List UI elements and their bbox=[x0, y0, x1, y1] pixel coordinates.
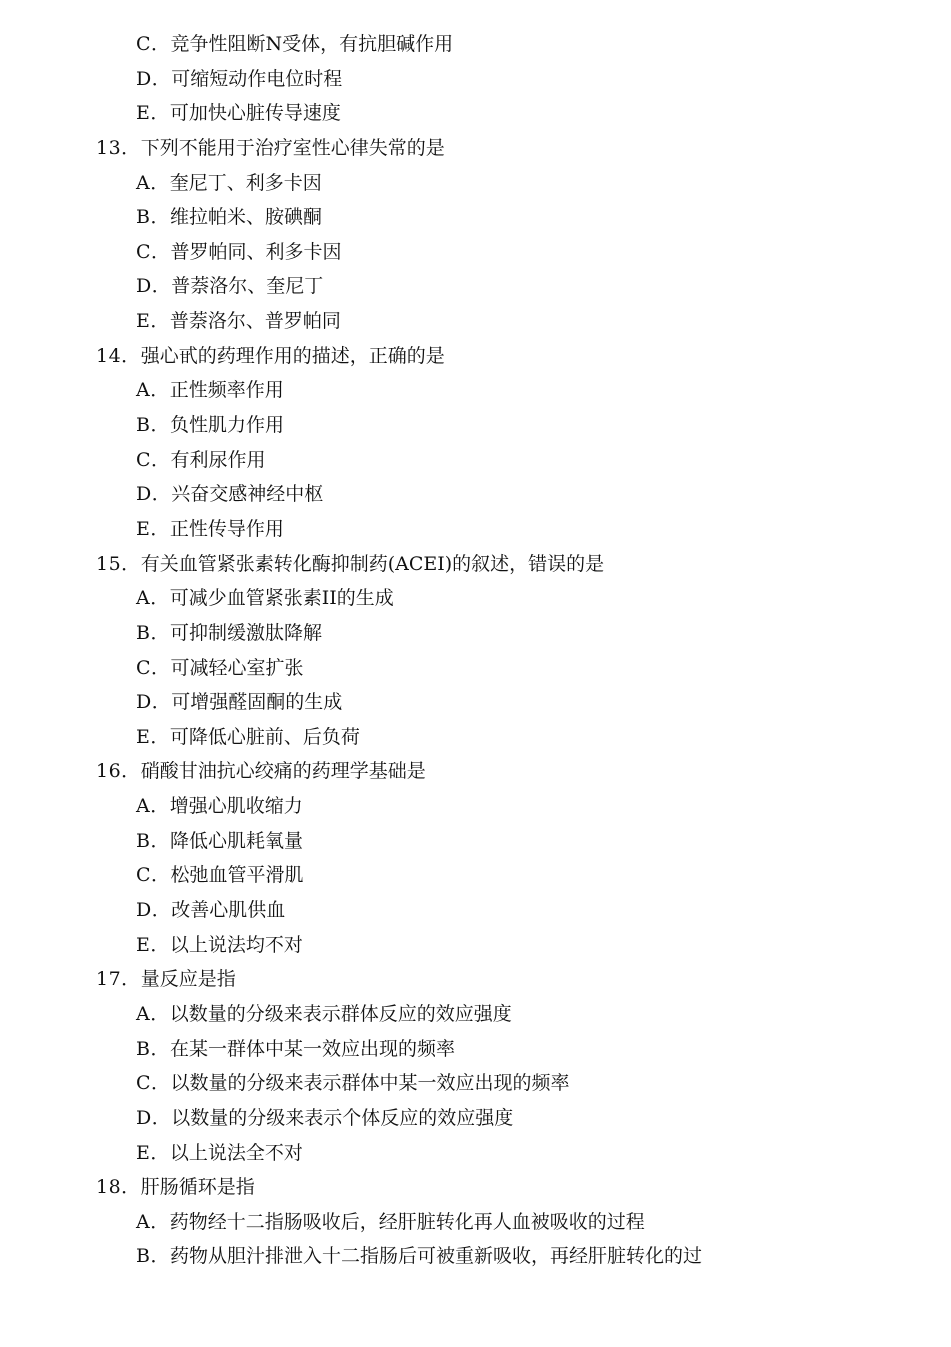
answer-option bbox=[0, 997, 951, 1032]
question-number: 16． bbox=[96, 760, 141, 783]
option-text: 在某一群体中某一效应出现的频率 bbox=[169, 1037, 455, 1060]
answer-option bbox=[0, 1239, 951, 1274]
option-letter: E． bbox=[136, 517, 170, 540]
option-letter: B． bbox=[136, 1245, 170, 1268]
option-text: 负性肌力作用 bbox=[169, 414, 284, 437]
option-letter: B． bbox=[136, 621, 170, 644]
option-letter: B． bbox=[136, 1037, 170, 1060]
question-text: 强心甙的药理作用的描述，正确的是 bbox=[140, 344, 445, 367]
option-text: 可增强醛固酮的生成 bbox=[171, 691, 343, 714]
answer-option bbox=[0, 200, 951, 235]
question-text: 量反应是指 bbox=[140, 968, 236, 991]
answer-option bbox=[0, 858, 951, 893]
answer-option bbox=[0, 166, 951, 201]
question-stem bbox=[0, 339, 951, 374]
option-letter: A． bbox=[136, 171, 170, 194]
option-letter: D． bbox=[136, 1106, 172, 1129]
question-number: 18． bbox=[96, 1176, 141, 1199]
option-letter: B． bbox=[136, 829, 170, 852]
option-letter: C． bbox=[136, 33, 171, 55]
question-text: 肝肠循环是指 bbox=[140, 1176, 255, 1199]
answer-option bbox=[0, 27, 951, 62]
question-stem bbox=[0, 547, 951, 582]
answer-option bbox=[0, 96, 951, 131]
answer-option bbox=[0, 720, 951, 755]
answer-option bbox=[0, 304, 951, 339]
option-letter: B． bbox=[136, 414, 170, 437]
option-text: 维拉帕米、胺碘酮 bbox=[169, 206, 322, 229]
option-text: 可减少血管紧张素II的生成 bbox=[169, 587, 394, 610]
question-text: 下列不能用于治疗室性心律失常的是 bbox=[140, 136, 445, 159]
option-letter: E． bbox=[136, 1141, 170, 1164]
option-text: 可抑制缓激肽降解 bbox=[169, 621, 322, 644]
option-letter: D． bbox=[136, 691, 172, 714]
answer-option bbox=[0, 789, 951, 824]
option-text: 兴奋交感神经中枢 bbox=[171, 483, 324, 506]
answer-option bbox=[0, 62, 951, 97]
question-stem bbox=[0, 754, 951, 789]
option-text: 以数量的分级来表示群体中某一效应出现的频率 bbox=[170, 1072, 570, 1095]
question-text: 有关血管紧张素转化酶抑制药(ACEI)的叙述，错误的是 bbox=[140, 552, 605, 575]
question-stem bbox=[0, 131, 951, 166]
option-text: 可缩短动作电位时程 bbox=[171, 67, 343, 90]
option-letter: D． bbox=[136, 67, 172, 90]
answer-option bbox=[0, 1136, 951, 1171]
question-text: 硝酸甘油抗心绞痛的药理学基础是 bbox=[140, 760, 426, 783]
option-letter: D． bbox=[136, 483, 172, 506]
option-letter: C． bbox=[136, 1072, 171, 1095]
question-stem bbox=[0, 962, 951, 997]
option-letter: A． bbox=[136, 379, 170, 402]
option-letter: C． bbox=[136, 864, 171, 887]
answer-option bbox=[0, 1032, 951, 1067]
answer-option bbox=[0, 269, 951, 304]
option-text: 普萘洛尔、奎尼丁 bbox=[171, 275, 324, 298]
option-text: 降低心肌耗氧量 bbox=[169, 829, 303, 852]
answer-option bbox=[0, 443, 951, 478]
option-text: 以数量的分级来表示群体反应的效应强度 bbox=[169, 1002, 512, 1025]
option-letter: C． bbox=[136, 448, 171, 471]
answer-option bbox=[0, 824, 951, 859]
option-text: 有利尿作用 bbox=[170, 448, 266, 471]
option-letter: A． bbox=[136, 1002, 170, 1025]
option-text: 正性频率作用 bbox=[169, 379, 284, 402]
option-text: 普萘洛尔、普罗帕同 bbox=[169, 310, 341, 333]
answer-option bbox=[0, 1101, 951, 1136]
option-text: 竞争性阻断N受体，有抗胆碱作用 bbox=[170, 33, 454, 55]
option-text: 药物经十二指肠吸收后，经肝脏转化再人血被吸收的过程 bbox=[169, 1210, 645, 1233]
option-text: 以上说法全不对 bbox=[169, 1141, 303, 1164]
option-letter: E． bbox=[136, 310, 170, 333]
option-letter: E． bbox=[136, 102, 170, 125]
answer-option bbox=[0, 1205, 951, 1240]
answer-option bbox=[0, 685, 951, 720]
answer-option bbox=[0, 408, 951, 443]
question-number: 14． bbox=[96, 344, 141, 367]
option-text: 可加快心脏传导速度 bbox=[169, 102, 341, 125]
option-text: 药物从胆汁排泄入十二指肠后可被重新吸收，再经肝脏转化的过 bbox=[169, 1245, 702, 1268]
answer-option bbox=[0, 1066, 951, 1101]
option-text: 普罗帕同、利多卡因 bbox=[170, 240, 342, 263]
option-letter: C． bbox=[136, 240, 171, 263]
document-page bbox=[0, 27, 951, 1274]
question-stem bbox=[0, 1170, 951, 1205]
option-letter: D． bbox=[136, 275, 172, 298]
option-letter: E． bbox=[136, 933, 170, 956]
answer-option bbox=[0, 651, 951, 686]
option-letter: A． bbox=[136, 795, 170, 818]
option-text: 改善心肌供血 bbox=[171, 899, 286, 922]
answer-option bbox=[0, 581, 951, 616]
option-letter: C． bbox=[136, 656, 171, 679]
option-text: 以上说法均不对 bbox=[169, 933, 303, 956]
question-number: 15． bbox=[96, 552, 141, 575]
option-text: 正性传导作用 bbox=[169, 517, 284, 540]
option-letter: E． bbox=[136, 725, 170, 748]
answer-option bbox=[0, 928, 951, 963]
option-letter: A． bbox=[136, 587, 170, 610]
question-number: 13． bbox=[96, 136, 141, 159]
option-letter: D． bbox=[136, 899, 172, 922]
answer-option bbox=[0, 616, 951, 651]
option-text: 可降低心脏前、后负荷 bbox=[169, 725, 360, 748]
answer-option bbox=[0, 373, 951, 408]
option-letter: A． bbox=[136, 1210, 170, 1233]
option-text: 以数量的分级来表示个体反应的效应强度 bbox=[171, 1106, 514, 1129]
option-text: 增强心肌收缩力 bbox=[169, 795, 303, 818]
question-number: 17． bbox=[96, 968, 141, 991]
option-text: 松弛血管平滑肌 bbox=[170, 864, 304, 887]
answer-option bbox=[0, 512, 951, 547]
option-letter: B． bbox=[136, 206, 170, 229]
answer-option bbox=[0, 235, 951, 270]
answer-option bbox=[0, 477, 951, 512]
answer-option bbox=[0, 893, 951, 928]
option-text: 奎尼丁、利多卡因 bbox=[169, 171, 322, 194]
option-text: 可减轻心室扩张 bbox=[170, 656, 304, 679]
